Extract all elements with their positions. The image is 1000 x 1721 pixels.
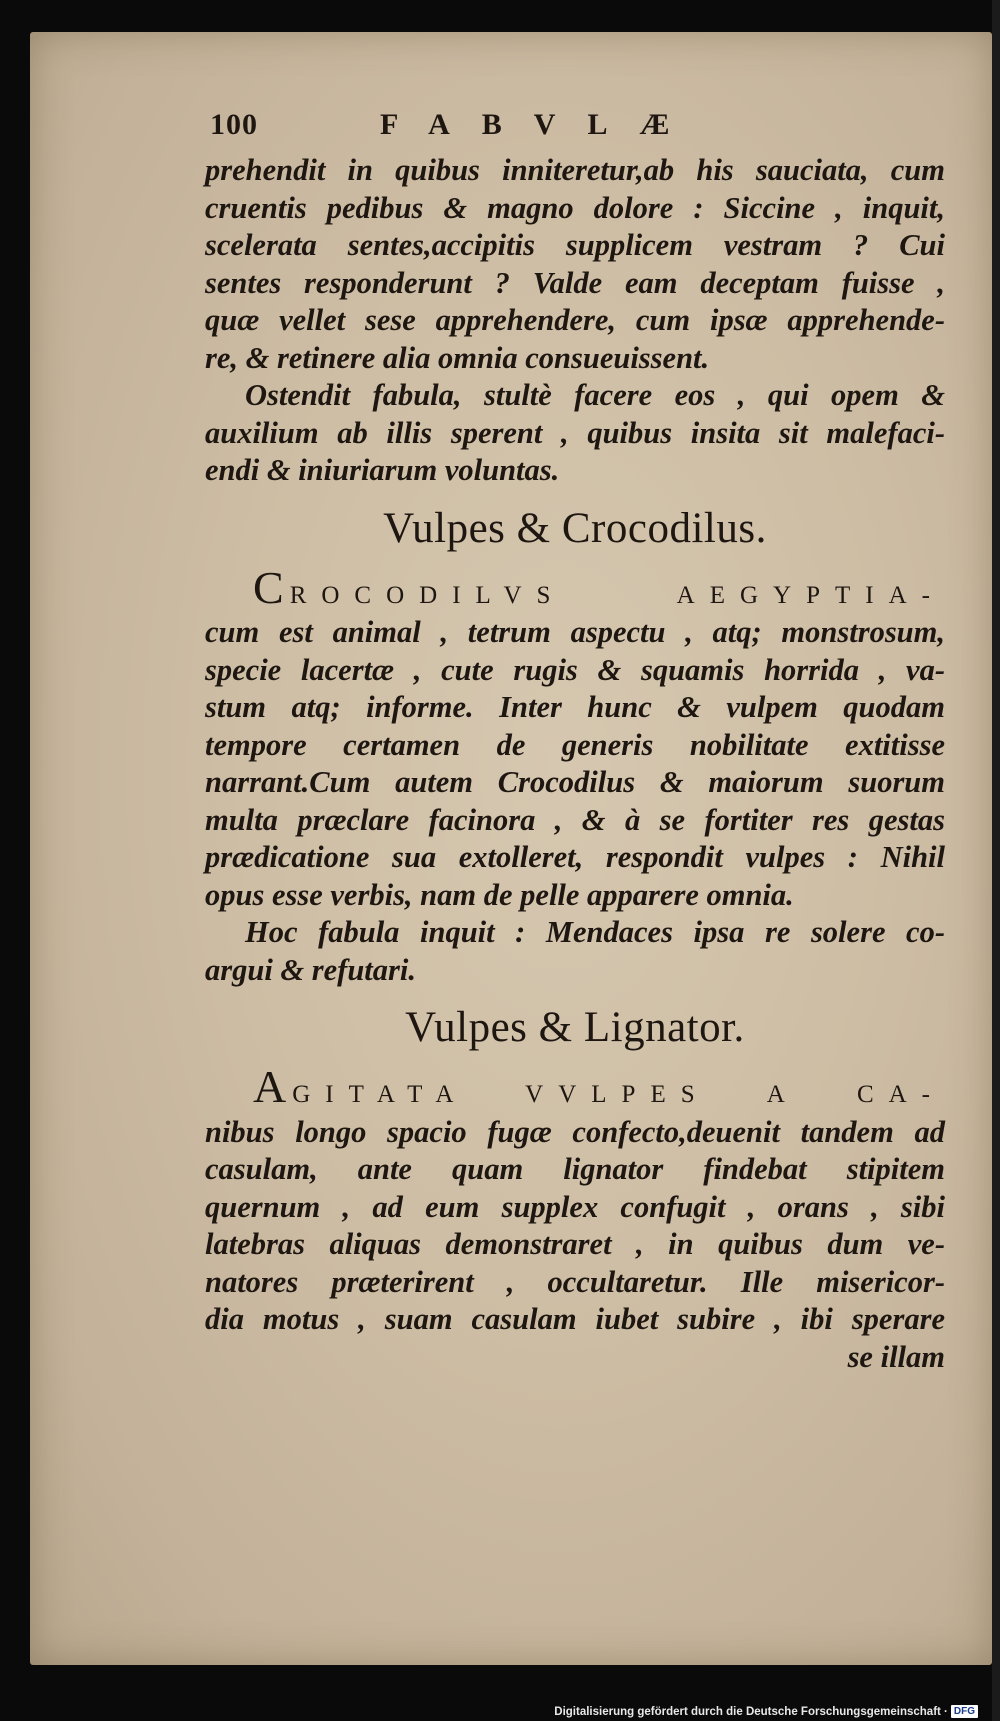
text-line: sentes responderunt ? Valde eam deceptam fuisse , <box>205 265 945 300</box>
page-header <box>210 108 945 152</box>
text-line: prædicatione sua extolleret, respondit vulpes : Nihil <box>205 840 945 874</box>
catchword: se illam <box>847 1339 945 1374</box>
text-line: quæ vellet sese apprehendere, cum ipsæ apprehende- <box>205 303 945 337</box>
text-line: casulam, ante quam lignator findebat stipitem <box>205 1152 945 1186</box>
text-line: multa præclare facinora , & à se fortiter res gestas <box>205 802 945 837</box>
text-line: latebras aliquas demonstraret , in quibus dum ve- <box>205 1227 945 1261</box>
text-line: opus esse verbis, nam de pelle apparere omnia. <box>205 877 794 912</box>
running-title: FABVLÆ <box>380 108 702 141</box>
text-line: stum atq; informe. Inter hunc & vulpem quodam <box>205 690 945 724</box>
dfg-logo: DFG <box>951 1705 978 1718</box>
page-number: 100 <box>210 108 258 141</box>
text-line: dia motus , suam casulam iubet subire , ibi sperare <box>205 1302 945 1336</box>
fable-title: Vulpes & Crocodilus. <box>383 504 767 552</box>
text-line: natores præterirent , occultaretur. Ille misericor- <box>205 1264 945 1299</box>
digitization-credit <box>554 1705 978 1718</box>
text-line: cruentis pedibus & magno dolore : Siccine , inquit, <box>205 190 945 225</box>
text-line: auxilium ab illis sperent , quibus insita sit malefaci- <box>205 415 945 450</box>
moral-paragraph <box>205 377 945 490</box>
moral-line: argui & refutari. <box>205 952 416 987</box>
text-line: narrant.Cum autem Crocodilus & maiorum suorum <box>205 765 945 799</box>
page-text <box>205 108 945 1376</box>
fable-title: Vulpes & Lignator. <box>405 1004 745 1051</box>
moral-line: Hoc fabula inquit : Mendaces ipsa re solere co- <box>245 915 945 949</box>
text-line: re, & retinere alia omnia consueuissent. <box>205 340 710 375</box>
text-line: specie lacertæ , cute rugis & squamis horrida , va- <box>205 652 945 687</box>
opening-line <box>205 1061 945 1114</box>
fable-paragraph <box>205 1061 945 1376</box>
text-line: cum est animal , tetrum aspectu , atq; monstrosum, <box>205 615 945 649</box>
drop-capital: A <box>253 1061 293 1112</box>
text-line: endi & iniuriarum voluntas. <box>205 453 560 487</box>
text-line: quernum , ad eum supplex confugit , orans , sibi <box>205 1189 945 1224</box>
credit-text: Digitalisierung gefördert durch die Deutsche Forschungsgemeinschaft · <box>554 1705 948 1718</box>
continuation-paragraph <box>205 152 945 377</box>
opening-small-caps: GITATA VVLPES A CA- <box>292 1081 945 1108</box>
text-line: nibus longo spacio fugæ confecto,deuenit tandem ad <box>205 1114 945 1149</box>
drop-capital: C <box>253 561 290 613</box>
text-line: Ostendit fabula, stultè facere eos , qui opem & <box>245 378 945 412</box>
scan-edge <box>992 0 1000 1721</box>
fable-paragraph <box>205 561 945 990</box>
opening-line <box>205 561 945 615</box>
text-line: scelerata sentes,accipitis supplicem vestram ? Cui <box>205 228 945 262</box>
text-line: prehendit in quibus inniteretur,ab his sauciata, cum <box>205 153 945 187</box>
opening-small-caps: ROCODILVS AEGYPTIA- <box>289 581 945 609</box>
text-line: tempore certamen de generis nobilitate extitisse <box>205 727 945 762</box>
